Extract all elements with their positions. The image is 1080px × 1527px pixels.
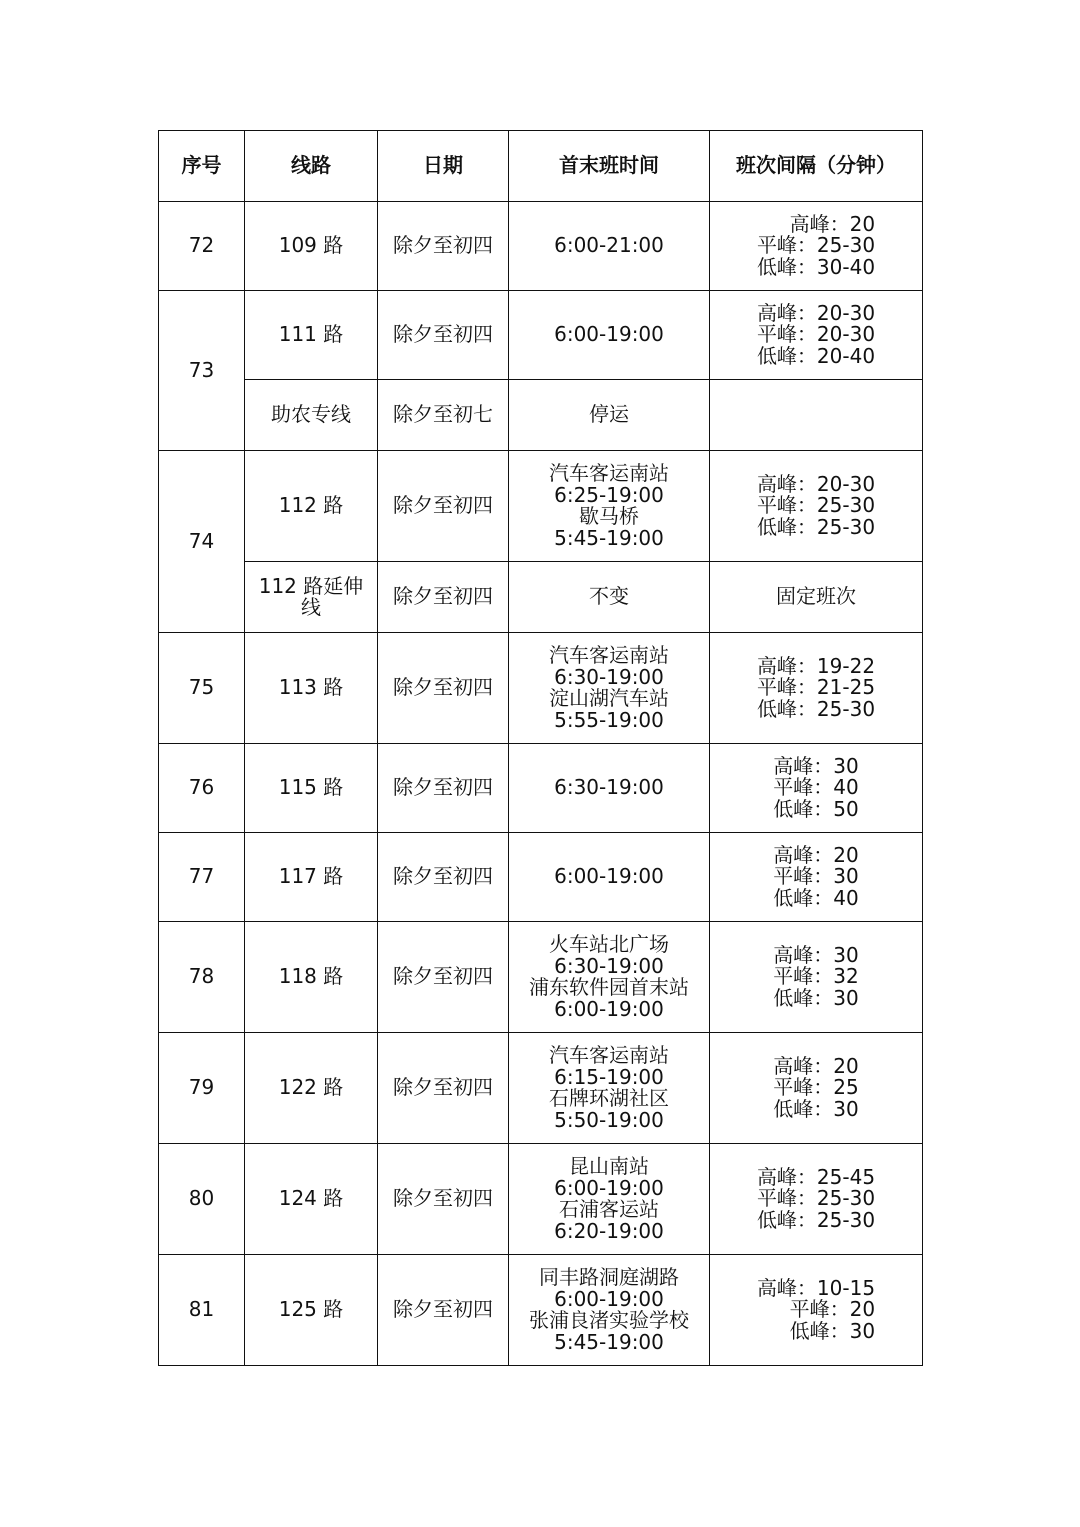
- interval-line: 平峰：20-30: [756, 322, 876, 347]
- row-intervals: [710, 1255, 923, 1366]
- route-line: 线: [301, 595, 321, 619]
- row-date: 除夕至初四: [378, 291, 509, 380]
- row-intervals: [710, 833, 923, 922]
- interval-line: 平峰：40: [773, 775, 859, 800]
- row-intervals: 固定班次: [710, 562, 923, 633]
- row-route: 112 路: [245, 451, 378, 562]
- row-times: [509, 562, 710, 633]
- time-line: 汽车客运南站: [549, 461, 669, 485]
- interval-line: 低峰：25-30: [756, 514, 876, 539]
- time-line: 火车站北广场: [549, 932, 669, 956]
- row-no: 81: [159, 1255, 245, 1366]
- bus-schedule-table: [158, 130, 923, 1366]
- table-row: [159, 1255, 923, 1366]
- row-times: [509, 1033, 710, 1144]
- row-times: [509, 380, 710, 451]
- row-no: 74: [159, 451, 245, 633]
- row-route: 118 路: [245, 922, 378, 1033]
- row-no: 78: [159, 922, 245, 1033]
- header-intervals: 班次间隔（分钟）: [710, 131, 923, 202]
- row-date: 除夕至初七: [378, 380, 509, 451]
- row-intervals: [710, 451, 923, 562]
- interval-line: 高峰：20: [773, 1053, 859, 1078]
- interval-line: 高峰：25-45: [756, 1164, 876, 1189]
- header-times: 首末班时间: [509, 131, 710, 202]
- interval-line: 高峰：20: [789, 211, 876, 236]
- header-no: 序号: [159, 131, 245, 202]
- row-no: 79: [159, 1033, 245, 1144]
- row-times: [509, 833, 710, 922]
- interval-line: 高峰：30: [773, 942, 859, 967]
- interval-line: 平峰：25-30: [756, 1186, 876, 1211]
- table-row: [159, 451, 923, 562]
- row-route: 111 路: [245, 291, 378, 380]
- time-line: 6:00-19:00: [554, 1286, 664, 1311]
- table-row: [159, 1144, 923, 1255]
- row-route: 125 路: [245, 1255, 378, 1366]
- time-line: 停运: [589, 402, 629, 427]
- table-row: [159, 291, 923, 380]
- row-route: 113 路: [245, 633, 378, 744]
- table-row: [159, 202, 923, 291]
- row-no: 72: [159, 202, 245, 291]
- row-no: 73: [159, 291, 245, 451]
- row-route: 124 路: [245, 1144, 378, 1255]
- interval-line: 平峰：25-30: [756, 493, 876, 518]
- time-line: 6:25-19:00: [554, 482, 664, 507]
- row-date: 除夕至初四: [378, 202, 509, 291]
- row-date: 除夕至初四: [378, 562, 509, 633]
- time-line: 同丰路洞庭湖路: [539, 1265, 679, 1289]
- interval-line: 平峰：25: [773, 1075, 859, 1100]
- time-line: 张浦良渚实验学校: [529, 1308, 689, 1332]
- interval-line: 低峰：30: [773, 1096, 859, 1121]
- header-date: 日期: [378, 131, 509, 202]
- interval-line: 平峰：20: [789, 1297, 876, 1322]
- row-times: [509, 922, 710, 1033]
- row-intervals: [710, 1033, 923, 1144]
- row-times: [509, 1255, 710, 1366]
- table-row: [159, 633, 923, 744]
- time-line: 石牌环湖社区: [549, 1086, 669, 1110]
- interval-line: 低峰：40: [773, 885, 859, 910]
- interval-line: 高峰：30: [773, 753, 859, 778]
- row-intervals: [710, 380, 923, 451]
- time-line: 5:55-19:00: [554, 707, 664, 732]
- time-line: 6:30-19:00: [554, 775, 664, 800]
- row-no: 76: [159, 744, 245, 833]
- time-line: 6:30-19:00: [554, 953, 664, 978]
- row-date: 除夕至初四: [378, 633, 509, 744]
- row-no: 77: [159, 833, 245, 922]
- row-no: 80: [159, 1144, 245, 1255]
- interval-line: 高峰：10-15: [756, 1275, 876, 1300]
- row-date: 除夕至初四: [378, 1255, 509, 1366]
- interval-line: 平峰：25-30: [756, 233, 876, 258]
- table-row: [159, 922, 923, 1033]
- row-times: [509, 451, 710, 562]
- table-row: [159, 744, 923, 833]
- row-date: 除夕至初四: [378, 833, 509, 922]
- interval-line: 平峰：30: [773, 864, 859, 889]
- table-row: [159, 562, 923, 633]
- row-date: 除夕至初四: [378, 451, 509, 562]
- header-route: 线路: [245, 131, 378, 202]
- row-date: 除夕至初四: [378, 1033, 509, 1144]
- interval-line: 高峰：19-22: [756, 653, 876, 678]
- interval-line: 低峰：25-30: [756, 696, 876, 721]
- time-line: 6:00-19:00: [554, 322, 664, 347]
- row-date: 除夕至初四: [378, 744, 509, 833]
- time-line: 石浦客运站: [559, 1197, 659, 1221]
- header-row: [159, 131, 923, 202]
- interval-line: 低峰：30-40: [756, 254, 876, 279]
- interval-line: 平峰：21-25: [756, 675, 876, 700]
- row-date: 除夕至初四: [378, 1144, 509, 1255]
- table-row: [159, 380, 923, 451]
- row-intervals: [710, 291, 923, 380]
- row-intervals: [710, 202, 923, 291]
- row-date: 除夕至初四: [378, 922, 509, 1033]
- time-line: 不变: [589, 584, 629, 609]
- time-line: 6:00-19:00: [554, 864, 664, 889]
- row-intervals: [710, 1144, 923, 1255]
- time-line: 5:45-19:00: [554, 525, 664, 550]
- interval-line: 高峰：20-30: [756, 471, 876, 496]
- time-line: 汽车客运南站: [549, 1043, 669, 1067]
- interval-line: 低峰：50: [773, 796, 859, 821]
- row-times: [509, 633, 710, 744]
- time-line: 5:45-19:00: [554, 1329, 664, 1354]
- time-line: 6:00-19:00: [554, 996, 664, 1021]
- interval-line: 高峰：20: [773, 842, 859, 867]
- time-line: 汽车客运南站: [549, 643, 669, 667]
- time-line: 6:00-21:00: [554, 233, 664, 258]
- time-line: 5:50-19:00: [554, 1107, 664, 1132]
- row-route: 109 路: [245, 202, 378, 291]
- row-route: [245, 562, 378, 633]
- time-line: 6:15-19:00: [554, 1064, 664, 1089]
- row-times: [509, 202, 710, 291]
- time-line: 6:20-19:00: [554, 1218, 664, 1243]
- row-route: 117 路: [245, 833, 378, 922]
- interval-line: 高峰：20-30: [756, 300, 876, 325]
- row-intervals: [710, 633, 923, 744]
- table-row: [159, 1033, 923, 1144]
- row-intervals: [710, 744, 923, 833]
- interval-line: 平峰：32: [773, 964, 859, 989]
- row-times: [509, 1144, 710, 1255]
- time-line: 淀山湖汽车站: [549, 686, 669, 710]
- route-line: 112 路延伸: [258, 573, 364, 598]
- time-line: 歇马桥: [579, 504, 639, 528]
- row-route: 115 路: [245, 744, 378, 833]
- time-line: 6:30-19:00: [554, 664, 664, 689]
- interval-line: 低峰：20-40: [756, 343, 876, 368]
- row-route: 助农专线: [245, 380, 378, 451]
- row-times: [509, 744, 710, 833]
- interval-line: 低峰：25-30: [756, 1207, 876, 1232]
- time-line: 6:00-19:00: [554, 1175, 664, 1200]
- row-no: 75: [159, 633, 245, 744]
- row-times: [509, 291, 710, 380]
- row-route: 122 路: [245, 1033, 378, 1144]
- interval-line: 低峰：30: [773, 985, 859, 1010]
- row-intervals: [710, 922, 923, 1033]
- time-line: 昆山南站: [569, 1154, 649, 1178]
- interval-line: 低峰：30: [789, 1318, 876, 1343]
- time-line: 浦东软件园首末站: [529, 975, 689, 999]
- table-row: [159, 833, 923, 922]
